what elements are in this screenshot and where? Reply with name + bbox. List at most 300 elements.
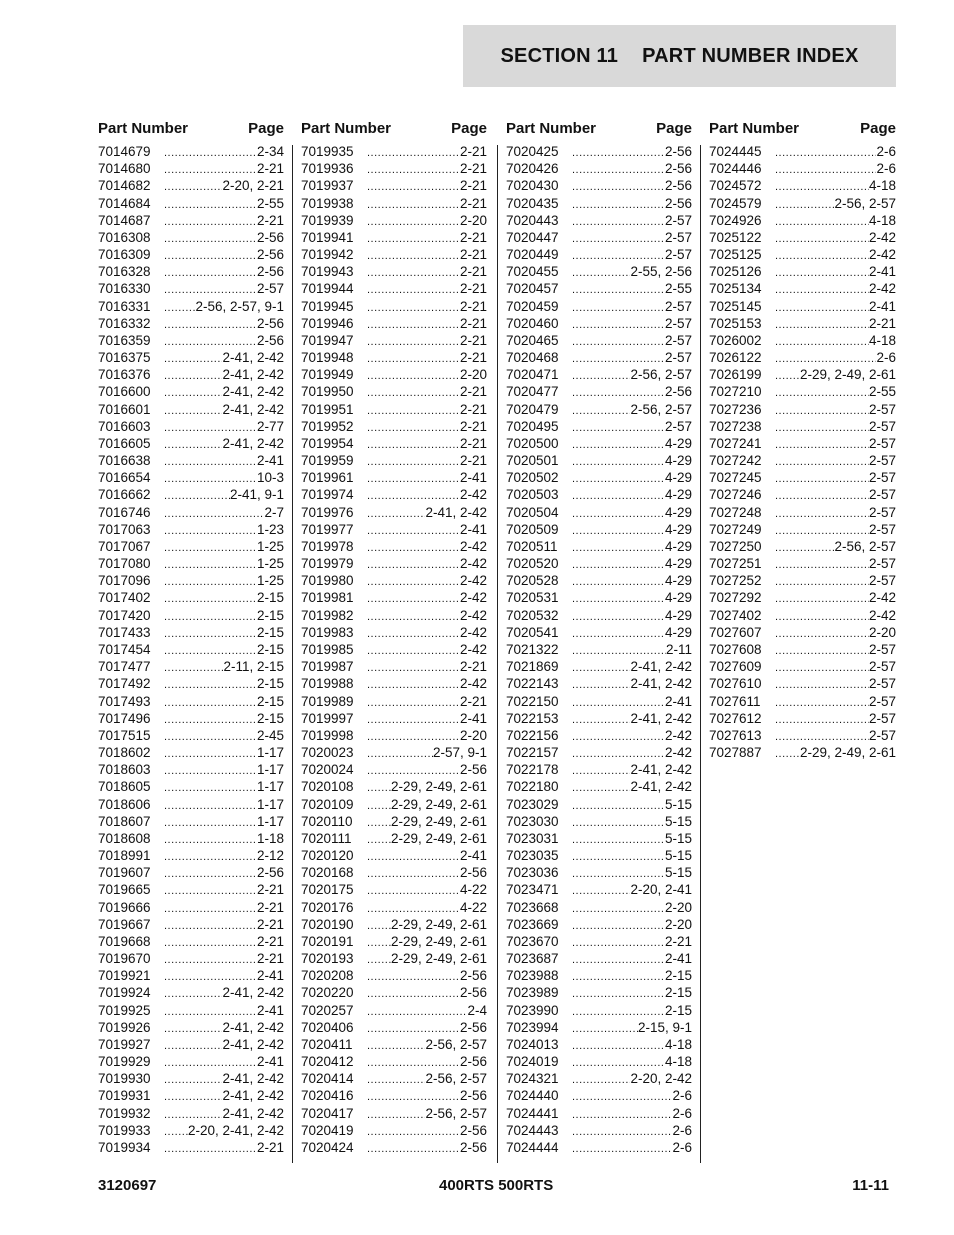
part-number: 7020220 — [301, 985, 354, 1001]
dot-leader — [775, 626, 869, 643]
part-number: 7019976 — [301, 504, 354, 520]
page-reference: 2-29, 2-49, 2-61 — [799, 745, 896, 761]
index-row — [506, 899, 692, 916]
page-reference: 2-15 — [664, 968, 692, 984]
index-row — [301, 864, 487, 881]
page-reference: 2-42 — [664, 745, 692, 761]
page-reference: 4-18 — [664, 1036, 692, 1052]
dot-leader — [775, 403, 869, 420]
dot-leader — [775, 695, 869, 712]
part-number: 7025134 — [709, 281, 762, 297]
index-row — [709, 675, 896, 692]
part-number: 7020110 — [301, 813, 353, 829]
part-number: 7020455 — [506, 264, 559, 280]
index-row — [506, 658, 692, 675]
dot-leader — [775, 265, 869, 282]
index-row — [301, 1070, 487, 1087]
index-row — [506, 401, 692, 418]
dot-leader — [367, 523, 460, 540]
index-row — [506, 418, 692, 435]
page-reference: 2-41 — [664, 693, 692, 709]
part-number: 7023030 — [506, 813, 559, 829]
page-reference: 2-56 — [459, 865, 487, 881]
index-row — [506, 727, 692, 744]
part-number: 7019665 — [98, 882, 151, 898]
index-row — [709, 212, 896, 229]
part-number: 7017515 — [98, 727, 151, 743]
dot-leader — [775, 368, 800, 385]
page-reference: 2-15 — [664, 1002, 692, 1018]
page-reference: 2-56 — [459, 1054, 487, 1070]
dot-leader — [775, 214, 869, 231]
page-reference: 2-55, 2-56 — [630, 264, 692, 280]
dot-leader — [164, 300, 195, 317]
dot-leader — [572, 986, 665, 1003]
part-number: 7018607 — [98, 813, 151, 829]
dot-leader — [367, 1141, 460, 1158]
index-row — [98, 401, 284, 418]
part-number: 7018606 — [98, 796, 151, 812]
part-number: 7020426 — [506, 161, 559, 177]
index-row — [506, 1087, 692, 1104]
dot-leader — [164, 437, 222, 454]
page-reference: 4-22 — [459, 899, 487, 915]
part-number: 7019666 — [98, 899, 151, 915]
index-row — [98, 933, 284, 950]
page-reference: 2-21 — [459, 161, 487, 177]
page-reference: 2-56 — [256, 264, 284, 280]
part-number: 7024572 — [709, 178, 762, 194]
dot-leader — [775, 591, 869, 608]
index-row — [709, 744, 896, 761]
index-row — [98, 778, 284, 795]
index-column-3 — [506, 118, 692, 1156]
dot-leader — [775, 609, 869, 626]
part-number: 7014684 — [98, 195, 151, 211]
part-number: 7022153 — [506, 710, 559, 726]
part-number: 7019930 — [98, 1071, 151, 1087]
page-reference: 2-57 — [868, 470, 896, 486]
dot-leader — [164, 729, 257, 746]
page-reference: 2-57 — [664, 315, 692, 331]
dot-leader — [367, 334, 460, 351]
index-row — [301, 383, 487, 400]
dot-leader — [572, 197, 665, 214]
dot-leader — [367, 540, 460, 557]
page-reference: 2-21 — [459, 281, 487, 297]
page-reference: 2-15 — [256, 710, 284, 726]
page-reference: 2-21 — [459, 418, 487, 434]
page-reference: 2-57 — [868, 573, 896, 589]
part-number: 7014679 — [98, 144, 151, 159]
dot-leader — [164, 660, 223, 677]
part-number: 7023687 — [506, 951, 559, 967]
part-number: 7018991 — [98, 848, 151, 864]
index-row — [709, 589, 896, 606]
page-reference: 2-21 — [459, 332, 487, 348]
index-row — [506, 744, 692, 761]
index-row — [709, 607, 896, 624]
page-reference: 2-21 — [256, 1139, 284, 1155]
index-row — [98, 881, 284, 898]
index-row — [98, 418, 284, 435]
part-number: 7019947 — [301, 332, 354, 348]
index-row — [301, 418, 487, 435]
page-reference: 5-15 — [664, 865, 692, 881]
part-number: 7019938 — [301, 195, 354, 211]
dot-leader — [572, 265, 630, 282]
index-row — [301, 555, 487, 572]
dot-leader — [572, 145, 665, 162]
part-number: 7016746 — [98, 504, 151, 520]
dot-leader — [367, 746, 433, 763]
part-number: 7019950 — [301, 384, 354, 400]
dot-leader — [367, 798, 391, 815]
index-row — [506, 383, 692, 400]
part-number: 7019985 — [301, 641, 354, 657]
dot-leader — [367, 437, 460, 454]
index-row — [506, 607, 692, 624]
part-number: 7020449 — [506, 247, 559, 263]
dot-leader — [775, 248, 869, 265]
index-row — [506, 1002, 692, 1019]
dot-leader — [775, 574, 869, 591]
page-reference: 2-6 — [876, 350, 896, 366]
dot-leader — [367, 935, 391, 952]
page-reference: 4-29 — [664, 435, 692, 451]
dot-leader — [367, 626, 460, 643]
index-row — [301, 796, 487, 813]
part-number: 7020504 — [506, 504, 559, 520]
page-reference: 2-56, 2-57 — [630, 367, 692, 383]
dot-leader — [775, 660, 869, 677]
index-row — [506, 263, 692, 280]
index-row — [301, 1036, 487, 1053]
index-row — [709, 366, 896, 383]
index-row — [506, 589, 692, 606]
dot-leader — [164, 574, 257, 591]
dot-leader — [572, 660, 630, 677]
page-header: Page — [451, 120, 487, 137]
dot-leader — [164, 385, 222, 402]
dot-leader — [572, 883, 630, 900]
index-row — [301, 160, 487, 177]
index-row — [301, 967, 487, 984]
part-number: 7020520 — [506, 556, 559, 572]
dot-leader — [164, 214, 257, 231]
page-reference: 2-20 — [664, 899, 692, 915]
part-number: 7023029 — [506, 796, 559, 812]
index-row — [301, 143, 487, 160]
page-reference: 2-41 — [459, 848, 487, 864]
index-row — [506, 469, 692, 486]
dot-leader — [572, 437, 665, 454]
part-number: 7020419 — [301, 1122, 354, 1138]
index-row — [709, 504, 896, 521]
index-row — [98, 916, 284, 933]
dot-leader — [775, 162, 876, 179]
page-reference: 2-41, 2-42 — [222, 401, 284, 417]
dot-leader — [367, 471, 460, 488]
page-reference: 2-21 — [459, 195, 487, 211]
index-row — [301, 366, 487, 383]
index-row — [506, 280, 692, 297]
dot-leader — [572, 420, 665, 437]
page-reference: 2-41 — [664, 951, 692, 967]
part-number: 7019987 — [301, 659, 354, 675]
dot-leader — [164, 746, 257, 763]
dot-leader — [572, 488, 665, 505]
index-row — [98, 555, 284, 572]
index-row — [506, 710, 692, 727]
part-number: 7027245 — [709, 470, 762, 486]
index-row — [98, 1019, 284, 1036]
part-number: 7019998 — [301, 727, 354, 743]
part-number: 7019607 — [98, 865, 151, 881]
part-number: 7027238 — [709, 418, 762, 434]
index-list — [506, 143, 692, 1156]
part-number: 7019978 — [301, 538, 354, 554]
dot-leader — [367, 248, 460, 265]
dot-leader — [367, 1038, 425, 1055]
dot-leader — [775, 712, 869, 729]
part-number: 7019982 — [301, 607, 354, 623]
part-number: 7025125 — [709, 247, 762, 263]
dot-leader — [572, 1107, 672, 1124]
part-number: 7023668 — [506, 899, 559, 915]
page-reference: 2-41, 2-42 — [222, 1088, 284, 1104]
dot-leader — [572, 368, 630, 385]
part-number: 7020503 — [506, 487, 559, 503]
dot-leader — [367, 197, 460, 214]
dot-leader — [572, 214, 665, 231]
part-number: 7016375 — [98, 350, 151, 366]
index-row — [98, 761, 284, 778]
page-reference: 2-6 — [672, 1088, 692, 1104]
index-row — [98, 624, 284, 641]
page-reference: 2-21 — [459, 264, 487, 280]
page-reference: 2-41, 2-42 — [222, 1105, 284, 1121]
part-number: 7025126 — [709, 264, 762, 280]
index-row — [301, 881, 487, 898]
index-row — [301, 401, 487, 418]
part-number: 7019954 — [301, 435, 354, 451]
part-number: 7019667 — [98, 916, 151, 932]
index-row — [301, 349, 487, 366]
index-row — [301, 916, 487, 933]
dot-leader — [572, 162, 665, 179]
index-row — [506, 366, 692, 383]
index-row — [506, 229, 692, 246]
index-row — [98, 1087, 284, 1104]
part-number: 7020257 — [301, 1002, 354, 1018]
dot-leader — [164, 1038, 222, 1055]
page-reference: 2-42 — [459, 556, 487, 572]
index-row — [506, 641, 692, 658]
dot-leader — [164, 488, 230, 505]
page-reference: 4-29 — [664, 607, 692, 623]
dot-leader — [367, 162, 460, 179]
dot-leader — [367, 454, 460, 471]
dot-leader — [367, 1124, 460, 1141]
part-number: 7020120 — [301, 848, 354, 864]
part-number: 7021322 — [506, 641, 559, 657]
page-reference: 2-57 — [868, 659, 896, 675]
part-number: 7022143 — [506, 676, 559, 692]
dot-leader — [775, 454, 869, 471]
page-reference: 2-57 — [868, 556, 896, 572]
page-reference: 2-29, 2-49, 2-61 — [390, 813, 487, 829]
index-row — [301, 246, 487, 263]
index-row — [98, 332, 284, 349]
index-row — [709, 710, 896, 727]
part-number: 7018603 — [98, 762, 151, 778]
page-reference: 2-15 — [256, 693, 284, 709]
page-reference: 2-20 — [664, 916, 692, 932]
part-number: 7019989 — [301, 693, 354, 709]
index-row — [301, 1139, 487, 1156]
page-reference: 2-41, 2-42 — [222, 350, 284, 366]
page-reference: 2-57 — [868, 418, 896, 434]
index-row — [98, 195, 284, 212]
dot-leader — [572, 1124, 672, 1141]
section-label: SECTION 11 — [500, 44, 619, 67]
dot-leader — [775, 506, 869, 523]
index-row — [301, 710, 487, 727]
part-number: 7027236 — [709, 401, 762, 417]
page-reference: 2-6 — [672, 1105, 692, 1121]
dot-leader — [164, 986, 222, 1003]
page-reference: 2-21 — [256, 212, 284, 228]
page-reference: 2-45 — [256, 727, 284, 743]
index-row — [506, 1139, 692, 1156]
part-number: 7019981 — [301, 590, 354, 606]
index-row — [98, 813, 284, 830]
part-number: 7019988 — [301, 676, 354, 692]
page-reference: 2-6 — [876, 144, 896, 159]
page-reference: 2-20, 2-41, 2-42 — [187, 1122, 284, 1138]
part-number: 7016376 — [98, 367, 151, 383]
dot-leader — [572, 231, 665, 248]
part-number: 7020532 — [506, 607, 559, 623]
dot-leader — [775, 488, 869, 505]
index-row — [709, 401, 896, 418]
dot-leader — [164, 695, 257, 712]
dot-leader — [572, 798, 665, 815]
dot-leader — [572, 1038, 665, 1055]
index-row — [98, 298, 284, 315]
index-row — [301, 263, 487, 280]
index-row — [98, 899, 284, 916]
page-reference: 4-29 — [664, 453, 692, 469]
page-reference: 2-57 — [868, 504, 896, 520]
index-row — [98, 366, 284, 383]
index-row — [301, 727, 487, 744]
index-row — [506, 212, 692, 229]
page-reference: 2-41 — [256, 453, 284, 469]
part-number: 7025122 — [709, 229, 762, 245]
index-row — [506, 830, 692, 847]
page-reference: 2-57 — [868, 727, 896, 743]
dot-leader — [164, 1141, 257, 1158]
part-number: 7019926 — [98, 1019, 151, 1035]
document-number: 3120697 — [98, 1177, 157, 1194]
page-reference: 2-55 — [664, 281, 692, 297]
page-reference: 2-6 — [672, 1122, 692, 1138]
part-number: 7027210 — [709, 384, 762, 400]
index-row — [98, 984, 284, 1001]
part-number: 7019983 — [301, 624, 354, 640]
index-row — [506, 881, 692, 898]
dot-leader — [572, 540, 665, 557]
part-number: 7020460 — [506, 315, 559, 331]
index-row — [98, 1002, 284, 1019]
part-number: 7016601 — [98, 401, 151, 417]
page-reference: 2-57 — [868, 401, 896, 417]
page-reference: 2-56, 2-57 — [630, 401, 692, 417]
column-header — [506, 118, 692, 143]
index-row — [301, 1122, 487, 1139]
index-row — [98, 160, 284, 177]
dot-leader — [367, 179, 460, 196]
page-reference: 1-25 — [256, 538, 284, 554]
part-number: 7016328 — [98, 264, 151, 280]
page-reference: 2-57 — [664, 298, 692, 314]
page-reference: 2-42 — [868, 590, 896, 606]
page-reference: 1-17 — [256, 779, 284, 795]
page-reference: 2-42 — [459, 676, 487, 692]
part-number: 7020528 — [506, 573, 559, 589]
dot-leader — [572, 300, 665, 317]
part-number: 7027249 — [709, 521, 762, 537]
page-reference: 1-17 — [256, 813, 284, 829]
part-number: 7027402 — [709, 607, 762, 623]
part-number: 7017067 — [98, 538, 151, 554]
part-number: 7020471 — [506, 367, 559, 383]
index-row — [98, 177, 284, 194]
page-reference: 2-57 — [868, 487, 896, 503]
part-number: 7024444 — [506, 1139, 559, 1155]
part-number: 7020477 — [506, 384, 559, 400]
page-reference: 2-29, 2-49, 2-61 — [390, 951, 487, 967]
part-number: 7019949 — [301, 367, 354, 383]
page-reference: 4-29 — [664, 590, 692, 606]
index-row — [98, 349, 284, 366]
part-number: 7020459 — [506, 298, 559, 314]
dot-leader — [572, 609, 665, 626]
dot-leader — [164, 832, 257, 849]
index-row — [98, 572, 284, 589]
part-number: 7020424 — [301, 1139, 354, 1155]
page-reference: 2-56, 2-57 — [425, 1071, 487, 1087]
index-row — [506, 864, 692, 881]
dot-leader — [367, 883, 460, 900]
dot-leader — [775, 540, 834, 557]
index-row — [301, 761, 487, 778]
dot-leader — [572, 918, 665, 935]
dot-leader — [164, 677, 257, 694]
page-reference: 4-29 — [664, 504, 692, 520]
index-row — [506, 315, 692, 332]
page-reference: 2-42 — [459, 607, 487, 623]
page-reference: 2-56 — [256, 229, 284, 245]
page-reference: 4-29 — [664, 624, 692, 640]
dot-leader — [572, 523, 665, 540]
dot-leader — [572, 334, 665, 351]
part-number: 7016359 — [98, 332, 151, 348]
page-reference: 2-29, 2-49, 2-61 — [390, 779, 487, 795]
part-number: 7026002 — [709, 332, 762, 348]
